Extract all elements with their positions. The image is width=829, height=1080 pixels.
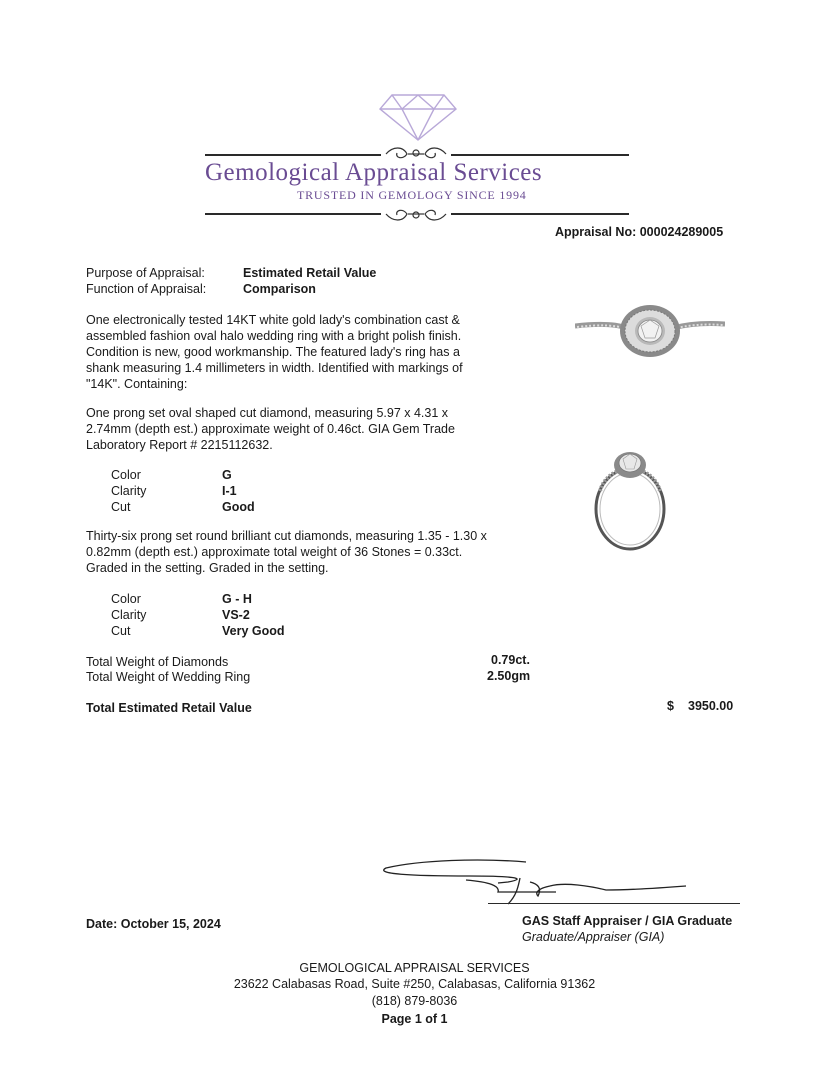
currency-symbol: $ [667, 699, 674, 713]
side-cut-label: Cut [111, 624, 131, 638]
side-cut-value: Very Good [222, 624, 285, 638]
side-color-label: Color [111, 592, 141, 606]
center-color-value: G [222, 468, 232, 482]
ring-side-view-image [590, 443, 670, 553]
total-diamonds-value: 0.79ct. [491, 653, 530, 667]
header-rule-top-left [205, 154, 381, 156]
center-clarity-label: Clarity [111, 484, 147, 498]
center-cut-value: Good [222, 500, 255, 514]
center-stone-description: One prong set oval shaped cut diamond, measuring 5.97 x 4.31 x 2.74mm (depth est.) approximate weight of 0.46ct. GIA Gem Trade Laboratory Report # 2215112632. [86, 406, 455, 452]
center-color-label: Color [111, 468, 141, 482]
function-label: Function of Appraisal: [86, 282, 207, 296]
footer-phone: (818) 879-8036 [371, 994, 458, 1008]
footer-address: 23622 Calabasas Road, Suite #250, Calabasas, California 91362 [233, 977, 596, 991]
header-rule-bottom-left [205, 213, 381, 215]
company-tagline: TRUSTED IN GEMOLOGY SINCE 1994 [297, 188, 527, 202]
purpose-value: Estimated Retail Value [243, 266, 377, 280]
ring-top-view-image [575, 300, 725, 365]
side-clarity-label: Clarity [111, 608, 147, 622]
diamond-icon [378, 92, 458, 142]
side-clarity-value: VS-2 [222, 608, 250, 622]
purpose-label: Purpose of Appraisal: [86, 266, 205, 280]
total-ring-label: Total Weight of Wedding Ring [86, 670, 251, 684]
total-retail-value: 3950.00 [688, 699, 734, 713]
signature-line [488, 903, 740, 904]
appraiser-subtitle: Graduate/Appraiser (GIA) [522, 930, 665, 944]
total-ring-value: 2.50gm [487, 669, 531, 683]
footer-company: GEMOLOGICAL APPRAISAL SERVICES [299, 961, 530, 975]
center-cut-label: Cut [111, 500, 131, 514]
total-retail-label: Total Estimated Retail Value [86, 701, 252, 715]
ring-description: One electronically tested 14KT white gold lady's combination cast & assembled fashion oval halo wedding ring with a bright polish finish. Condition is new, good workmanship. The featured lady's ring has a shank measuring 1.4 millimeters in width. Identified with markings of "14K". Containing: [86, 313, 463, 391]
side-color-value: G - H [222, 592, 252, 606]
side-stones-description: Thirty-six prong set round brilliant cut diamonds, measuring 1.35 - 1.30 x 0.82mm (depth est.) approximate total weight of 36 Stones = 0.33ct. Graded in the setting. Graded in the setting. [86, 529, 487, 575]
header-rule-bottom-right [451, 213, 629, 215]
appraiser-title: GAS Staff Appraiser / GIA Graduate [522, 914, 733, 928]
appraisal-number: Appraisal No: 000024289005 [555, 225, 724, 239]
center-clarity-value: I-1 [222, 484, 237, 498]
appraisal-date: Date: October 15, 2024 [86, 917, 221, 931]
page-number: Page 1 of 1 [381, 1012, 448, 1026]
company-logo-title: Gemological Appraisal Services [205, 159, 543, 186]
header-rule-top-right [451, 154, 629, 156]
flourish-icon [381, 204, 451, 224]
total-diamonds-label: Total Weight of Diamonds [86, 655, 229, 669]
function-value: Comparison [243, 282, 316, 296]
